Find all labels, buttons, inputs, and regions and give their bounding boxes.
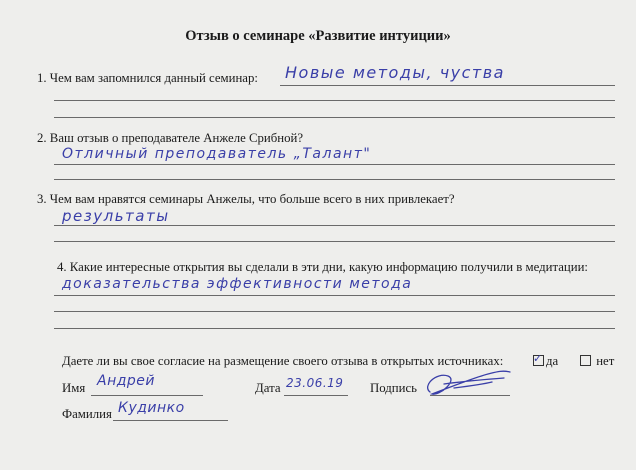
date-label: Дата — [255, 381, 281, 395]
answer-line — [54, 117, 615, 118]
consent-yes-checkbox[interactable] — [533, 352, 544, 366]
surname-label: Фамилия — [62, 407, 112, 421]
question-3-answer: результаты — [62, 207, 170, 225]
question-4-label: 4. Какие интересные открытия вы сделали в эти дни, какую информацию получили в медитации: — [57, 260, 588, 274]
consent-yes-label: да — [546, 354, 559, 368]
consent-no-option[interactable] — [580, 354, 614, 369]
surname-line — [113, 420, 228, 421]
answer-line — [54, 241, 615, 242]
answer-line — [54, 100, 615, 101]
question-1-label: 1. Чем вам запомнился данный семинар: — [37, 71, 258, 85]
consent-no-checkbox[interactable] — [580, 355, 591, 366]
answer-line — [54, 328, 615, 329]
name-label: Имя — [62, 381, 86, 395]
signature-line — [430, 395, 510, 396]
surname-value: Кудинко — [118, 400, 185, 416]
consent-yes-option[interactable] — [533, 354, 558, 369]
question-2-answer: Отличный преподаватель „Талант" — [62, 146, 372, 162]
date-value: 23.06.19 — [286, 376, 344, 390]
name-value: Андрей — [97, 373, 156, 389]
name-line — [91, 395, 203, 396]
consent-label: Даете ли вы свое согласие на размещение своего отзыва в открытых источниках: — [62, 354, 504, 368]
answer-line — [54, 311, 615, 312]
signature-label: Подпись — [370, 381, 417, 395]
answer-line — [54, 225, 615, 226]
answer-line — [54, 179, 615, 180]
consent-no-label: нет — [596, 354, 615, 368]
question-4-answer: доказательства эффективности метода — [62, 276, 413, 292]
form-title: Отзыв о семинаре «Развитие интуиции» — [185, 28, 451, 44]
question-1-answer: Новые методы, чуства — [285, 63, 505, 82]
date-line — [284, 395, 348, 396]
answer-line — [54, 295, 615, 296]
answer-line — [280, 85, 615, 86]
question-2-label: 2. Ваш отзыв о преподавателе Анжеле Срибной? — [37, 131, 304, 145]
question-3-label: 3. Чем вам нравятся семинары Анжелы, что больше всего в них привлекает? — [37, 192, 455, 206]
check-icon: ✓ — [533, 352, 543, 365]
answer-line — [54, 164, 615, 165]
